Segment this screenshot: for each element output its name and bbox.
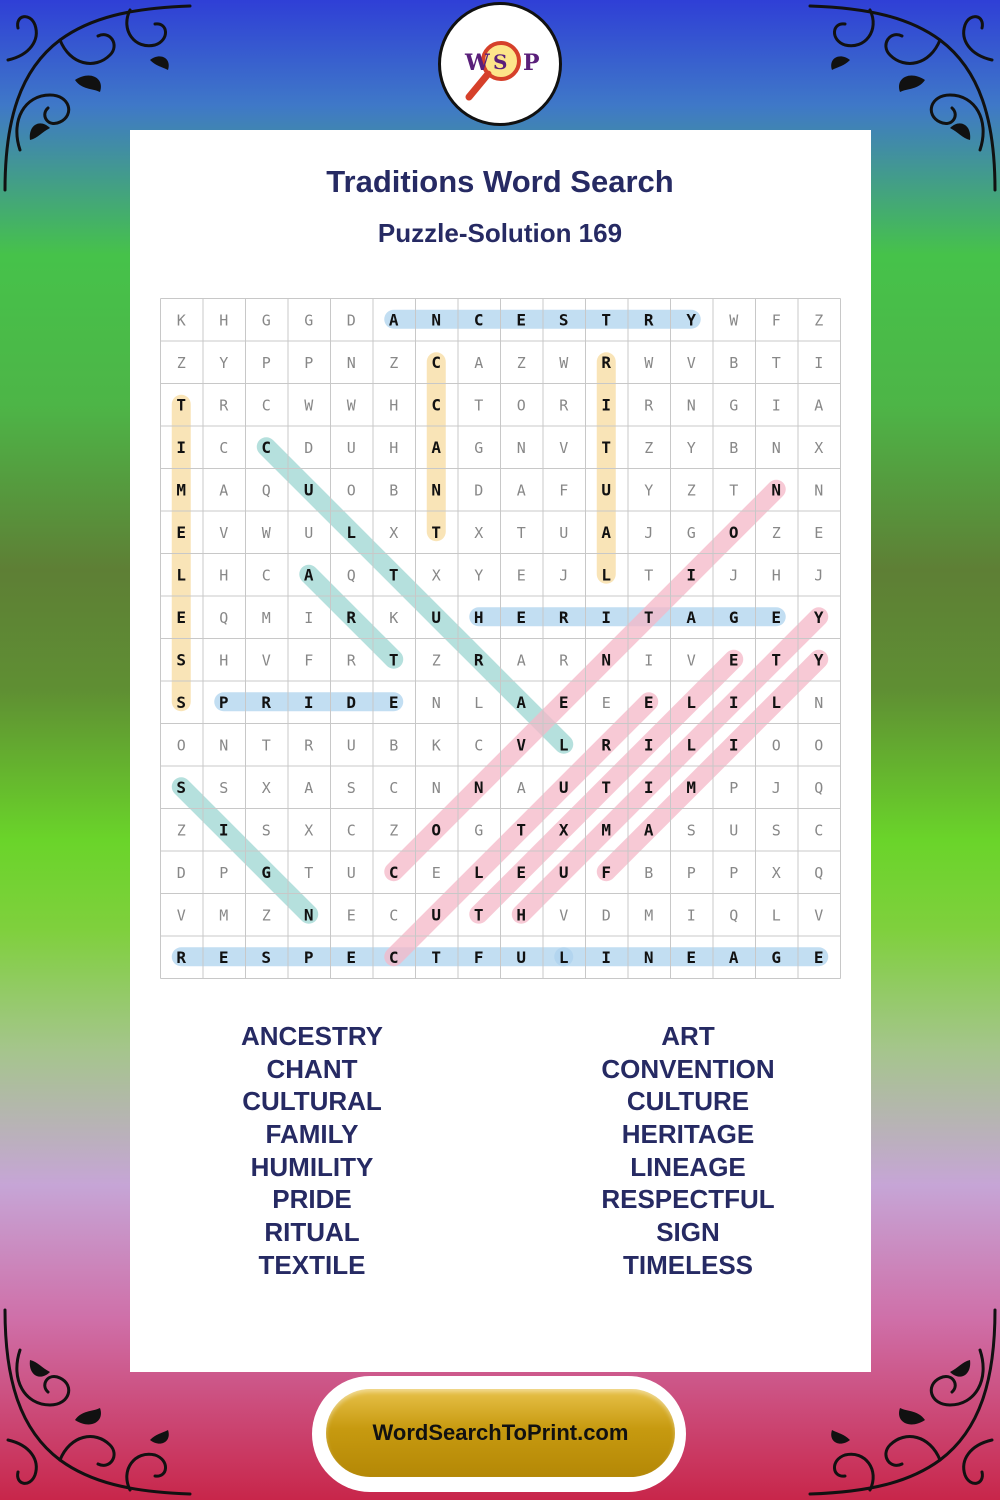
grid-letter[interactable]: A xyxy=(303,565,314,585)
grid-letter[interactable]: W xyxy=(261,523,271,542)
grid-letter[interactable]: O xyxy=(431,820,442,840)
logo-letter-p: P xyxy=(523,50,540,76)
grid-letter[interactable]: C xyxy=(261,437,272,457)
grid-letter[interactable]: E xyxy=(346,947,357,967)
grid-letter[interactable]: P xyxy=(219,863,229,882)
grid-letter[interactable]: S xyxy=(176,777,187,797)
grid-letter[interactable]: M xyxy=(176,480,187,500)
grid-letter[interactable]: T xyxy=(771,353,781,372)
grid-letter[interactable]: L xyxy=(771,692,782,712)
grid-letter[interactable]: T xyxy=(431,522,442,542)
grid-letter[interactable]: F xyxy=(304,651,314,670)
grid-letter[interactable]: H xyxy=(219,311,229,330)
grid-letter[interactable]: E xyxy=(558,692,569,712)
grid-letter[interactable]: E xyxy=(814,523,824,542)
grid-letter[interactable]: E xyxy=(388,692,399,712)
grid-letter[interactable]: M xyxy=(686,777,697,797)
grid-letter[interactable]: I xyxy=(218,820,229,840)
grid-letter[interactable]: H xyxy=(219,651,229,670)
grid-letter[interactable]: E xyxy=(771,607,782,627)
grid-letter[interactable]: W xyxy=(729,311,739,330)
grid-letter[interactable]: R xyxy=(473,650,484,670)
grid-letter[interactable]: Y xyxy=(644,481,654,500)
grid-letter[interactable]: A xyxy=(643,820,654,840)
grid-letter[interactable]: I xyxy=(728,692,739,712)
grid-letter[interactable]: T xyxy=(176,395,187,415)
grid-letter[interactable]: Z xyxy=(176,353,186,372)
grid-letter[interactable]: A xyxy=(814,396,824,415)
grid-letter[interactable]: B xyxy=(389,736,399,755)
grid-letter[interactable]: B xyxy=(729,438,739,457)
word-list-item: SIGN xyxy=(656,1217,720,1248)
grid-letter[interactable]: Y xyxy=(686,310,697,330)
grid-letter[interactable]: E xyxy=(516,566,526,585)
grid-letter[interactable]: T xyxy=(474,396,484,415)
grid-letter[interactable]: N xyxy=(431,310,442,330)
grid-letter[interactable]: R xyxy=(559,651,569,670)
grid-letter[interactable]: S xyxy=(261,821,271,840)
grid-letter[interactable]: A xyxy=(431,437,442,457)
grid-letter[interactable]: Q xyxy=(219,608,229,627)
wsp-logo xyxy=(438,2,562,126)
grid-letter[interactable]: E xyxy=(176,522,187,542)
grid-letter[interactable]: F xyxy=(473,947,484,967)
grid-letter[interactable]: N xyxy=(814,481,824,500)
grid-letter[interactable]: I xyxy=(728,735,739,755)
grid-letter[interactable]: C xyxy=(431,352,442,372)
grid-letter[interactable]: A xyxy=(516,692,527,712)
grid-letter[interactable]: G xyxy=(261,311,271,330)
grid-letter[interactable]: G xyxy=(474,821,484,840)
grid-letter[interactable]: I xyxy=(601,607,612,627)
word-list-item: TIMELESS xyxy=(622,1249,753,1280)
grid-letter[interactable]: C xyxy=(388,862,399,882)
grid-letter[interactable]: E xyxy=(431,863,441,882)
grid-letter[interactable]: Q xyxy=(729,906,739,925)
grid-letter[interactable]: N xyxy=(219,736,229,755)
grid-letter[interactable]: L xyxy=(771,906,781,925)
grid-letter[interactable]: Z xyxy=(814,311,824,330)
grid-letter[interactable]: R xyxy=(304,736,314,755)
grid-letter[interactable]: T xyxy=(304,863,314,882)
grid-letter[interactable]: M xyxy=(219,906,229,925)
grid-letter[interactable]: N xyxy=(814,693,824,712)
grid-letter[interactable]: D xyxy=(601,906,611,925)
grid-letter[interactable]: I xyxy=(176,437,187,457)
grid-letter[interactable]: I xyxy=(643,735,654,755)
grid-letter[interactable]: U xyxy=(346,863,356,882)
grid-letter[interactable]: X xyxy=(261,778,271,797)
grid-letter[interactable]: I xyxy=(771,396,781,415)
grid-letter[interactable]: L xyxy=(558,735,569,755)
grid-letter[interactable]: T xyxy=(601,777,612,797)
grid-letter[interactable]: K xyxy=(176,311,186,330)
grid-letter[interactable]: A xyxy=(728,947,739,967)
grid-letter[interactable]: I xyxy=(303,692,314,712)
logo-letter-w: W xyxy=(465,50,490,76)
grid-letter[interactable]: O xyxy=(176,736,186,755)
grid-letter[interactable]: Q xyxy=(814,863,824,882)
grid-letter[interactable]: D xyxy=(346,311,356,330)
grid-letter[interactable]: C xyxy=(261,566,271,585)
grid-letter[interactable]: I xyxy=(643,777,654,797)
grid-letter[interactable]: G xyxy=(686,523,696,542)
grid-letter[interactable]: P xyxy=(686,863,696,882)
grid-letter[interactable]: Z xyxy=(176,821,186,840)
grid-letter[interactable]: L xyxy=(474,693,484,712)
grid-letter[interactable]: W xyxy=(304,396,314,415)
grid-letter[interactable]: L xyxy=(601,565,612,585)
grid-letter[interactable]: G xyxy=(474,438,484,457)
grid-letter[interactable]: U xyxy=(558,862,569,882)
grid-letter[interactable]: N xyxy=(346,353,356,372)
grid-letter[interactable]: A xyxy=(516,651,526,670)
grid-letter[interactable]: O xyxy=(346,481,356,500)
grid-letter[interactable]: N xyxy=(686,396,696,415)
grid-letter[interactable]: V xyxy=(219,523,229,542)
word-list-item: CULTURAL xyxy=(242,1086,382,1117)
grid-letter[interactable]: A xyxy=(516,778,526,797)
grid-letter[interactable]: U xyxy=(516,947,527,967)
grid-letter[interactable]: O xyxy=(516,396,526,415)
grid-letter[interactable]: R xyxy=(346,607,357,627)
grid-letter[interactable]: S xyxy=(176,692,187,712)
grid-letter[interactable]: Y xyxy=(474,566,484,585)
grid-letter[interactable]: A xyxy=(219,481,229,500)
grid-letter[interactable]: H xyxy=(516,905,527,925)
grid-letter[interactable]: S xyxy=(219,778,229,797)
grid-letter[interactable]: U xyxy=(431,905,442,925)
grid-letter[interactable]: R xyxy=(601,352,612,372)
word-list-item: HUMILITY xyxy=(250,1151,374,1182)
grid-letter[interactable]: U xyxy=(558,777,569,797)
grid-letter[interactable]: P xyxy=(261,353,271,372)
grid-letter[interactable]: E xyxy=(346,906,356,925)
grid-letter[interactable]: B xyxy=(389,481,399,500)
word-list-item: RITUAL xyxy=(264,1217,360,1248)
grid-letter[interactable]: V xyxy=(261,651,271,670)
grid-letter[interactable]: R xyxy=(558,607,569,627)
grid-letter[interactable]: N xyxy=(601,650,612,670)
grid-letter[interactable]: P xyxy=(303,947,314,967)
grid-letter[interactable]: D xyxy=(176,863,186,882)
grid-letter[interactable]: L xyxy=(473,862,484,882)
grid-letter[interactable]: I xyxy=(814,353,824,372)
grid-letter[interactable]: A xyxy=(388,310,399,330)
word-list-item: LINEAGE xyxy=(630,1151,746,1182)
grid-letter[interactable]: Q xyxy=(814,778,824,797)
word-list-item: CHANT xyxy=(266,1053,358,1084)
grid-letter[interactable]: M xyxy=(261,608,271,627)
grid-letter[interactable]: X xyxy=(304,821,314,840)
grid-letter[interactable]: R xyxy=(176,947,187,967)
word-list-item: CONVENTION xyxy=(601,1053,775,1084)
grid-letter[interactable]: C xyxy=(261,396,271,415)
grid-letter[interactable]: G xyxy=(304,311,314,330)
grid-letter[interactable]: U xyxy=(601,480,612,500)
grid-letter[interactable]: E xyxy=(686,947,697,967)
grid-letter[interactable]: E xyxy=(643,692,654,712)
word-list-item: ANCESTRY xyxy=(240,1021,384,1051)
grid-letter[interactable]: J xyxy=(771,778,781,797)
grid-letter[interactable]: E xyxy=(728,650,739,670)
grid-letter[interactable]: M xyxy=(644,906,654,925)
grid-letter[interactable]: Q xyxy=(261,481,271,500)
grid-letter[interactable]: E xyxy=(516,862,527,882)
grid-letter[interactable]: Y xyxy=(686,438,696,457)
grid-letter[interactable]: S xyxy=(558,310,569,330)
grid-letter[interactable]: S xyxy=(686,821,696,840)
grid-letter[interactable]: G xyxy=(728,607,739,627)
grid-letter[interactable]: X xyxy=(771,863,781,882)
grid-letter[interactable]: L xyxy=(176,565,187,585)
grid-letter[interactable]: N xyxy=(303,905,314,925)
grid-letter[interactable]: S xyxy=(176,650,187,670)
grid-letter[interactable]: K xyxy=(389,608,399,627)
grid-letter[interactable]: J xyxy=(814,566,824,585)
grid-letter[interactable]: T xyxy=(601,310,612,330)
grid-letter[interactable]: Z xyxy=(686,481,696,500)
grid-letter[interactable]: W xyxy=(559,353,569,372)
word-list-item: CULTURE xyxy=(626,1086,750,1117)
grid-letter[interactable]: V xyxy=(559,438,569,457)
grid-letter[interactable]: I xyxy=(686,565,697,585)
grid-letter[interactable]: Z xyxy=(431,651,441,670)
word-list-item: RESPECTFUL xyxy=(601,1184,775,1215)
grid-letter[interactable]: S xyxy=(346,778,356,797)
logo-letter-s: S xyxy=(493,50,508,74)
grid-letter[interactable]: E xyxy=(516,310,527,330)
grid-letter[interactable]: X xyxy=(558,820,569,840)
grid-letter[interactable]: E xyxy=(516,607,527,627)
grid-letter[interactable]: T xyxy=(261,736,271,755)
grid-letter[interactable]: F xyxy=(601,862,612,882)
grid-letter[interactable]: T xyxy=(771,650,782,670)
grid-letter[interactable]: T xyxy=(729,481,739,500)
grid-letter[interactable]: E xyxy=(218,947,229,967)
grid-letter[interactable]: P xyxy=(729,863,739,882)
word-list-left xyxy=(162,1020,462,1282)
grid-letter[interactable]: V xyxy=(814,906,824,925)
grid-letter[interactable]: A xyxy=(474,353,484,372)
grid-letter[interactable]: O xyxy=(814,736,824,755)
grid-letter[interactable]: U xyxy=(304,523,314,542)
grid-letter[interactable]: P xyxy=(304,353,314,372)
grid-letter[interactable]: A xyxy=(304,778,314,797)
grid-letter[interactable]: W xyxy=(644,353,654,372)
grid-letter[interactable]: N xyxy=(431,778,441,797)
grid-letter[interactable]: U xyxy=(303,480,314,500)
grid-letter[interactable]: Z xyxy=(389,353,399,372)
grid-letter[interactable]: H xyxy=(389,438,399,457)
puzzle-subtitle: Puzzle-Solution 169 xyxy=(377,218,623,248)
grid-letter[interactable]: H xyxy=(473,607,484,627)
grid-letter[interactable]: Z xyxy=(771,523,781,542)
grid-letter[interactable]: R xyxy=(346,651,356,670)
grid-letter[interactable]: F xyxy=(771,311,781,330)
grid-letter[interactable]: N xyxy=(431,693,441,712)
grid-letter[interactable]: D xyxy=(346,692,357,712)
grid-letter[interactable]: C xyxy=(474,736,484,755)
grid-letter[interactable]: J xyxy=(729,566,739,585)
grid-letter[interactable]: I xyxy=(601,947,612,967)
grid-letter[interactable]: V xyxy=(686,651,696,670)
grid-letter[interactable]: G xyxy=(261,862,272,882)
word-list-item: HERITAGE xyxy=(621,1119,755,1150)
grid-letter[interactable]: Y xyxy=(219,353,229,372)
grid-letter[interactable]: P xyxy=(729,778,739,797)
grid-letter[interactable]: V xyxy=(686,353,696,372)
grid-letter[interactable]: N xyxy=(473,777,484,797)
word-list-item: PRIDE xyxy=(272,1184,352,1215)
grid-letter[interactable]: J xyxy=(559,566,569,585)
grid-letter[interactable]: R xyxy=(261,692,272,712)
grid-letter[interactable]: H xyxy=(219,566,229,585)
grid-letter[interactable]: X xyxy=(389,523,399,542)
grid-letter[interactable]: S xyxy=(261,947,272,967)
grid-letter[interactable]: N xyxy=(771,438,781,457)
grid-letter[interactable]: N xyxy=(516,438,526,457)
grid-letter[interactable]: D xyxy=(474,481,484,500)
grid-letter[interactable]: T xyxy=(473,905,484,925)
word-list-item: ART xyxy=(661,1021,715,1051)
grid-letter[interactable]: R xyxy=(601,735,612,755)
grid-letter[interactable]: Y xyxy=(813,607,824,627)
grid-letter[interactable]: C xyxy=(473,310,484,330)
word-list-item: FAMILY xyxy=(265,1119,359,1150)
grid-letter[interactable]: M xyxy=(601,820,612,840)
grid-letter[interactable]: V xyxy=(176,906,186,925)
grid-letter[interactable]: C xyxy=(814,821,824,840)
grid-letter[interactable]: A xyxy=(516,481,526,500)
grid-letter[interactable]: U xyxy=(559,523,569,542)
grid-letter[interactable]: K xyxy=(431,736,441,755)
grid-letter[interactable]: Q xyxy=(346,566,356,585)
grid-letter[interactable]: C xyxy=(389,906,399,925)
grid-letter[interactable]: A xyxy=(601,522,612,542)
grid-letter[interactable]: N xyxy=(643,947,654,967)
grid-letter[interactable]: I xyxy=(304,608,314,627)
grid-letter[interactable]: H xyxy=(389,396,399,415)
grid-letter[interactable]: T xyxy=(601,437,612,457)
grid-letter[interactable]: T xyxy=(388,650,399,670)
grid-letter[interactable]: G xyxy=(771,947,782,967)
grid-letter[interactable]: A xyxy=(686,607,697,627)
grid-letter[interactable]: T xyxy=(388,565,399,585)
grid-letter[interactable]: O xyxy=(728,522,739,542)
grid-letter[interactable]: V xyxy=(516,735,527,755)
grid-letter[interactable]: L xyxy=(686,735,697,755)
grid-letter[interactable]: L xyxy=(346,522,357,542)
website-link-button[interactable]: WordSearchToPrint.com xyxy=(326,1389,675,1477)
grid-letter[interactable]: I xyxy=(601,395,612,415)
grid-letter[interactable]: S xyxy=(771,821,781,840)
word-list-item: TEXTILE xyxy=(258,1249,366,1280)
word-list-right xyxy=(538,1020,838,1282)
grid-letter[interactable]: B xyxy=(729,353,739,372)
grid-letter[interactable]: H xyxy=(771,566,781,585)
grid-letter[interactable]: R xyxy=(643,310,654,330)
grid-letter[interactable]: X xyxy=(814,438,824,457)
grid-letter[interactable]: Z xyxy=(389,821,399,840)
grid-letter[interactable]: T xyxy=(643,607,654,627)
grid-letter[interactable]: T xyxy=(431,947,442,967)
grid-letter[interactable]: U xyxy=(431,607,442,627)
grid-letter[interactable]: R xyxy=(644,396,654,415)
grid-letter[interactable]: E xyxy=(813,947,824,967)
grid-letter[interactable]: R xyxy=(559,396,569,415)
grid-letter[interactable]: J xyxy=(644,523,654,542)
grid-letter[interactable]: V xyxy=(559,906,569,925)
grid-letter[interactable]: L xyxy=(686,692,697,712)
grid-letter[interactable]: U xyxy=(346,438,356,457)
grid-letter[interactable]: U xyxy=(346,736,356,755)
grid-letter[interactable]: W xyxy=(346,396,356,415)
grid-letter[interactable]: E xyxy=(601,693,611,712)
grid-letter[interactable]: I xyxy=(644,651,654,670)
grid-letter[interactable]: T xyxy=(516,820,527,840)
grid-letter[interactable]: Z xyxy=(516,353,526,372)
grid-letter[interactable]: T xyxy=(644,566,654,585)
grid-letter[interactable]: Z xyxy=(644,438,654,457)
grid-letter[interactable]: X xyxy=(431,566,441,585)
magnifier-icon xyxy=(441,5,559,123)
grid-letter[interactable]: T xyxy=(516,523,526,542)
grid-letter[interactable]: G xyxy=(729,396,739,415)
grid-letter[interactable]: F xyxy=(559,481,569,500)
grid-letter[interactable]: C xyxy=(389,778,399,797)
grid-letter[interactable]: Z xyxy=(261,906,271,925)
grid-letter[interactable]: C xyxy=(219,438,229,457)
grid-letter[interactable]: B xyxy=(644,863,654,882)
grid-letter[interactable]: R xyxy=(219,396,229,415)
grid-letter[interactable]: P xyxy=(218,692,229,712)
grid-letter[interactable]: X xyxy=(474,523,484,542)
grid-letter[interactable]: O xyxy=(771,736,781,755)
puzzle-title: Traditions Word Search xyxy=(326,164,674,199)
grid-letter[interactable]: U xyxy=(729,821,739,840)
grid-letter[interactable]: Y xyxy=(813,650,824,670)
grid-letter[interactable]: N xyxy=(771,480,782,500)
grid-letter[interactable]: I xyxy=(686,906,696,925)
grid-letter[interactable]: C xyxy=(431,395,442,415)
word-search-grid xyxy=(160,298,841,979)
grid-letter[interactable]: N xyxy=(431,480,442,500)
grid-letter[interactable]: C xyxy=(346,821,356,840)
grid-letter[interactable]: D xyxy=(304,438,314,457)
grid-letter[interactable]: L xyxy=(558,947,569,967)
grid-letter[interactable]: C xyxy=(388,947,399,967)
grid-letter[interactable]: E xyxy=(176,607,187,627)
